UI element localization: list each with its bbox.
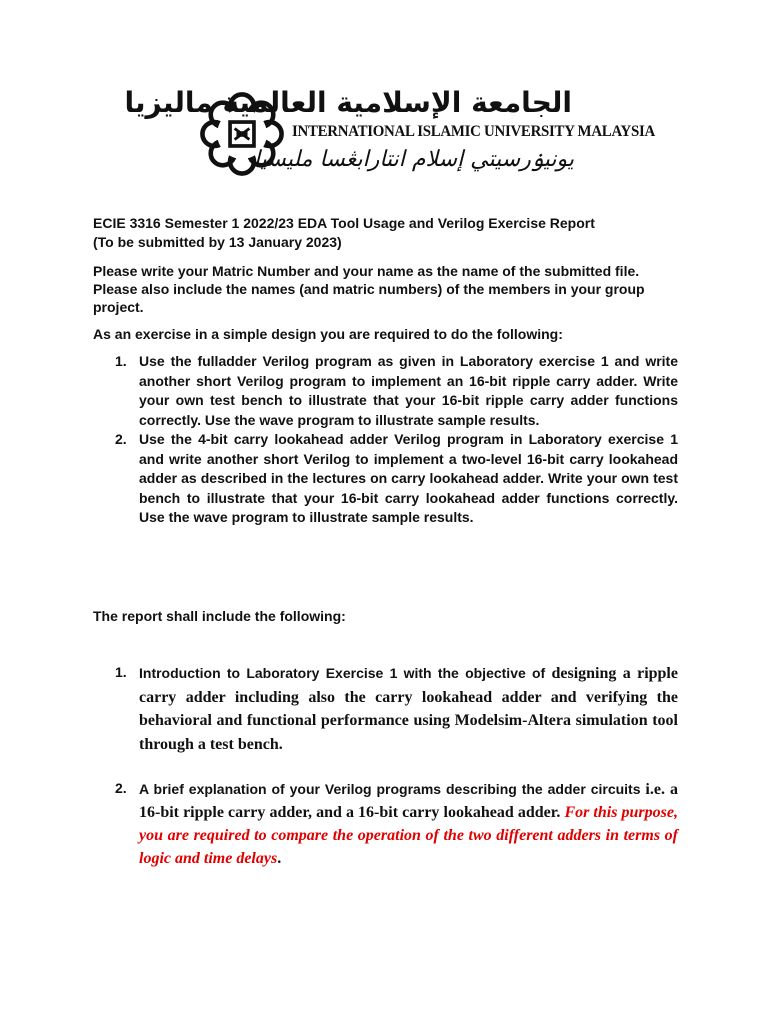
list-item bbox=[93, 352, 678, 430]
report-intro: The report shall include the following: bbox=[93, 608, 346, 624]
list-item-text: Use the 4-bit carry lookahead adder Verilog program in Laboratory exercise 1 and write another short Verilog to implement a two-level 16-bit carry lookahead adder as described in the lectures on carry lookahead adder. Write your own test bench to illustrate that your 16-bit carry lookahead adder functions correctly. Use the wave program to illustrate sample results. bbox=[139, 431, 678, 525]
list-item-number: 1. bbox=[115, 353, 127, 369]
task-list bbox=[93, 352, 678, 528]
list-item-number: 1. bbox=[115, 664, 127, 680]
exercise-intro: As an exercise in a simple design you are required to do the following: bbox=[93, 326, 563, 342]
list-item-lead: A brief explanation of your Verilog programs describing the adder circuits bbox=[139, 781, 646, 797]
report-items-list bbox=[93, 662, 678, 870]
title-line-2: (To be submitted by 13 January 2023) bbox=[93, 234, 342, 250]
university-name: INTERNATIONAL ISLAMIC UNIVERSITY MALAYSIA bbox=[292, 123, 655, 140]
list-item-number: 2. bbox=[115, 780, 127, 796]
list-item-lead: Introduction to Laboratory Exercise 1 with the objective of bbox=[139, 665, 552, 681]
list-item-end: . bbox=[277, 850, 282, 867]
jawi-university-name: يونيۏرسيتي إسلام انتارابڠسا مليسيا bbox=[253, 147, 574, 172]
list-item-text: Use the fulladder Verilog program as given in Laboratory exercise 1 and write another short Verilog program to implement an 16-bit ripple carry adder. Write your own test bench to illustrate that your 16-bit ripple carry adder functions correctly. Use the wave program to illustrate sample results. bbox=[139, 353, 678, 428]
list-item bbox=[93, 662, 678, 756]
list-item bbox=[93, 778, 678, 870]
title-line-1: ECIE 3316 Semester 1 2022/23 EDA Tool Usage and Verilog Exercise Report bbox=[93, 215, 595, 231]
list-item bbox=[93, 430, 678, 528]
list-item-text: i.e. a 16-bit ripple carry adder, and a 16-bit carry lookahead adder. bbox=[139, 781, 679, 821]
list-item-number: 2. bbox=[115, 431, 127, 447]
document-title bbox=[93, 214, 693, 252]
emphasis-note: For this purpose, you are required to compare the operation of the two different adders in terms of logic and time delays bbox=[139, 804, 678, 867]
list-item-text: designing a ripple carry adder including also the carry lookahead adder and verifying the behavioral and functional performance using Modelsim-Altera simulation tool through a test bench. bbox=[139, 665, 678, 753]
arabic-university-name: الجامعة الإسلامية العالمية ماليزيا bbox=[124, 86, 572, 119]
instruction-paragraph: Please write your Matric Number and your name as the name of the submitted file. Please also include the names (and matric numbers) of the members in your group project. bbox=[93, 263, 645, 315]
university-logo bbox=[124, 86, 655, 182]
